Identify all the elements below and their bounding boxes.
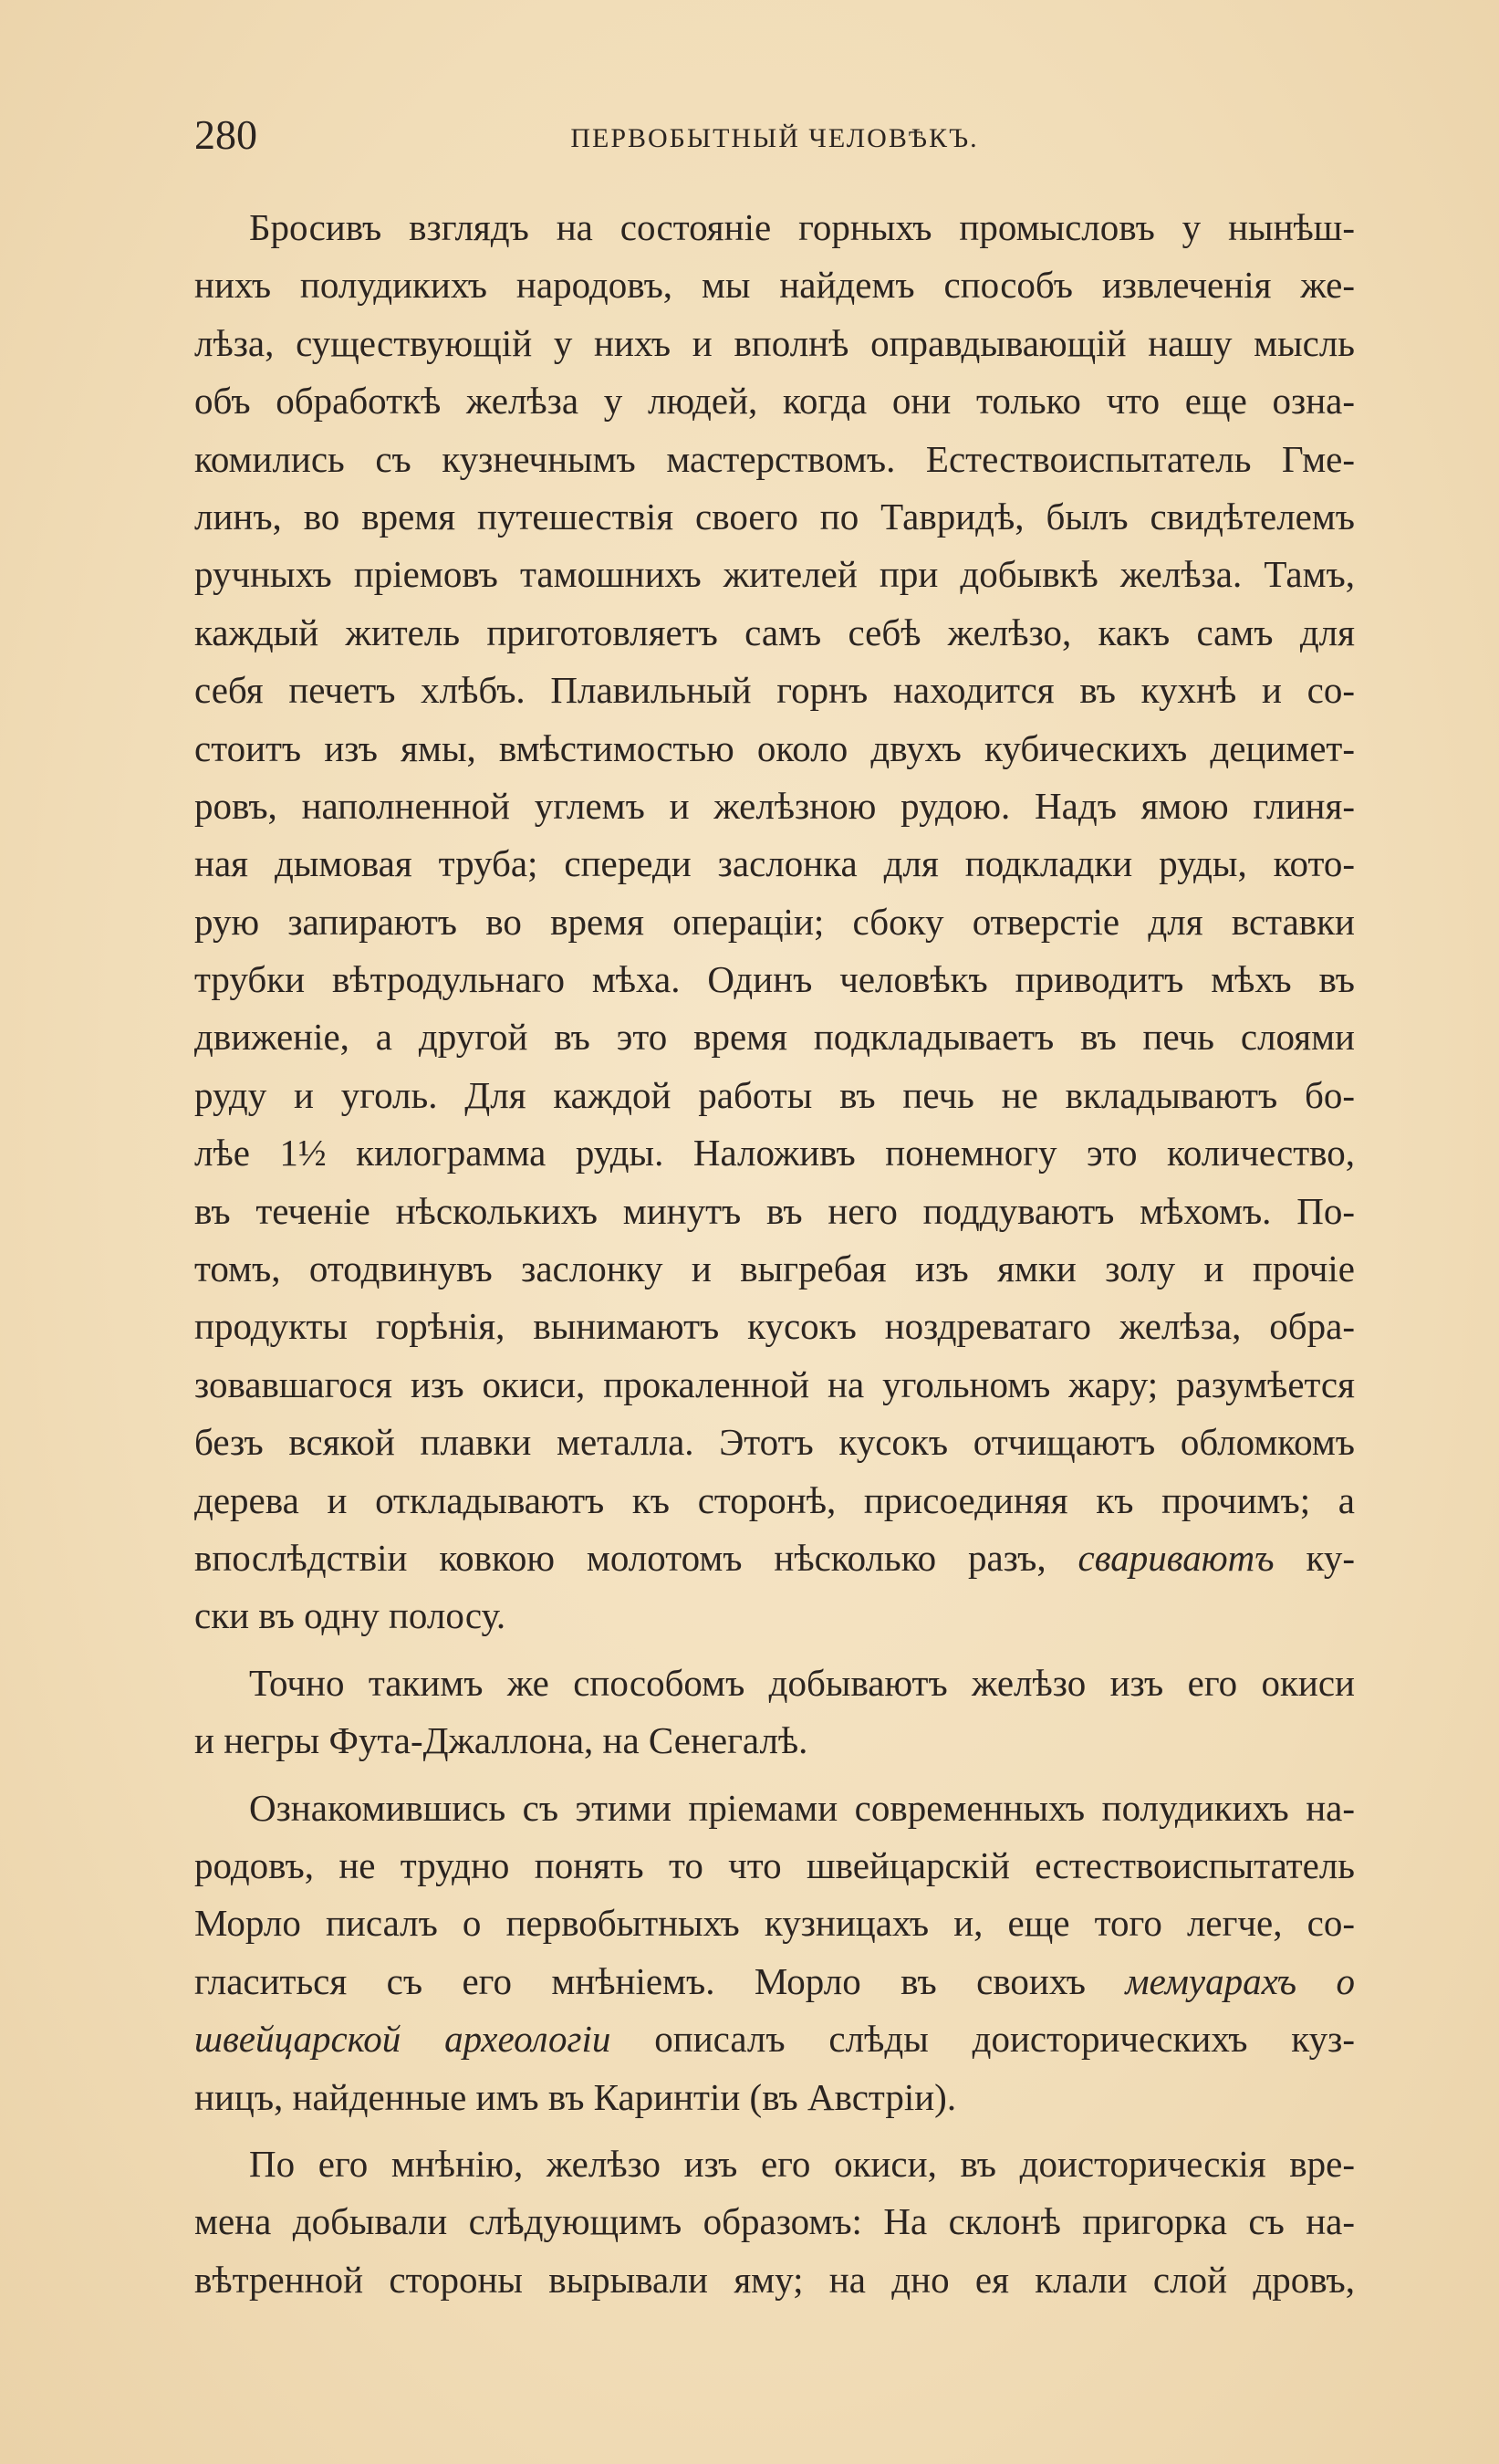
text-line: ски въ одну полосу. [194, 1594, 506, 1637]
text-line: объ обработкѣ желѣза у людей, когда они только что еще озна- [194, 380, 1355, 423]
text-line: и негры Фута-Джаллона, на Сенегалѣ. [194, 1719, 808, 1762]
text-line: Морло писалъ о первобытныхъ кузницахъ и, еще того легче, со- [194, 1902, 1355, 1945]
paragraph-3 [194, 1780, 1355, 2126]
text-line: гласиться съ его мнѣніемъ. Морло въ своихъ мемуарахъ о [194, 1959, 1355, 2002]
italic-emphasis: швейцарской археологіи [194, 2018, 611, 2061]
text-line: себя печетъ хлѣбъ. Плавильный горнъ находится въ кухнѣ и со- [194, 669, 1355, 712]
italic-emphasis: мемуарахъ о [1125, 1959, 1355, 2002]
paragraph-1 [194, 199, 1355, 1645]
text-line: въ теченіе нѣсколькихъ минутъ въ него поддуваютъ мѣхомъ. По- [194, 1189, 1355, 1232]
text-line: Точно такимъ же способомъ добываютъ желѣзо изъ его окиси [249, 1661, 1355, 1704]
text-line: ная дымовая труба; спереди заслонка для подкладки руды, кото- [194, 842, 1355, 885]
text-line: трубки вѣтродульнаго мѣха. Одинъ человѣкъ приводитъ мѣхъ въ [194, 958, 1355, 1001]
text-line: вѣтренной стороны вырывали яму; на дно ея клали слой дровъ, [194, 2258, 1355, 2301]
text-line: руду и уголь. Для каждой работы въ печь не вкладываютъ бо- [194, 1073, 1355, 1116]
text-line: мена добывали слѣдующимъ образомъ: На склонѣ пригорка съ на- [194, 2200, 1355, 2243]
text-line: По его мнѣнію, желѣзо изъ его окиси, въ доисторическія вре- [249, 2142, 1355, 2185]
text-line: линъ, во время путешествія своего по Тавридѣ, былъ свидѣтелемъ [194, 495, 1355, 538]
running-title: ПЕРВОБЫТНЫЙ ЧЕЛОВѢКЪ. [570, 123, 979, 153]
text-line: рую запираютъ во время операціи; сбоку отверстіе для вставки [194, 900, 1355, 943]
text-line: лѣе 1½ килограмма руды. Наложивъ понемногу это количество, [194, 1132, 1355, 1175]
text-line: комились съ кузнечнымъ мастерствомъ. Естествоиспытатель Гме- [194, 437, 1355, 480]
text-line: безъ всякой плавки металла. Этотъ кусокъ отчищаютъ обломкомъ [194, 1421, 1355, 1464]
text-line: родовъ, не трудно понять то что швейцарскій естествоиспытатель [194, 1843, 1355, 1886]
text-line: ровъ, наполненной углемъ и желѣзною рудою. Надъ ямою глиня- [194, 784, 1355, 827]
text-line: ручныхъ пріемовъ тамошнихъ жителей при добывкѣ желѣза. Тамъ, [194, 553, 1355, 596]
paragraph-2 [194, 1655, 1355, 1770]
text-line: лѣза, существующій у нихъ и вполнѣ оправдывающій нашу мысль [194, 321, 1355, 364]
body-text [194, 199, 1355, 2318]
text-line: стоитъ изъ ямы, вмѣстимостью около двухъ кубическихъ децимет- [194, 726, 1355, 769]
text-line: впослѣдствіи ковкою молотомъ нѣсколько разъ, свариваютъ ку- [194, 1536, 1355, 1579]
text-line: ницъ, найденные имъ въ Каринтіи (въ Австріи). [194, 2075, 957, 2118]
text-line: движеніе, а другой въ это время подкладываетъ въ печь слоями [194, 1016, 1355, 1059]
text-line: нихъ полудикихъ народовъ, мы найдемъ способъ извлеченія же- [194, 264, 1355, 307]
text-line: продукты горѣнія, вынимаютъ кусокъ ноздреватаго желѣза, обра- [194, 1305, 1355, 1348]
paragraph-4 [194, 2135, 1355, 2309]
text-line: томъ, отодвинувъ заслонку и выгребая изъ ямки золу и прочіе [194, 1248, 1355, 1290]
page-number: 280 [194, 111, 257, 158]
text-line: Бросивъ взглядъ на состояніе горныхъ промысловъ у нынѣш- [249, 206, 1355, 248]
text-line: дерева и откладываютъ къ сторонѣ, присоединяя къ прочимъ; а [194, 1478, 1355, 1521]
text-line: швейцарской археологіи описалъ слѣды доисторическихъ куз- [194, 2018, 1355, 2061]
page-header [194, 108, 1355, 162]
text-line: каждый житель приготовляетъ самъ себѣ желѣзо, какъ самъ для [194, 611, 1355, 653]
italic-emphasis: свариваютъ [1077, 1536, 1275, 1579]
text-line: зовавшагося изъ окиси, прокаленной на угольномъ жару; разумѣется [194, 1363, 1355, 1405]
text-line: Ознакомившись съ этими пріемами современныхъ полудикихъ на- [249, 1786, 1355, 1829]
